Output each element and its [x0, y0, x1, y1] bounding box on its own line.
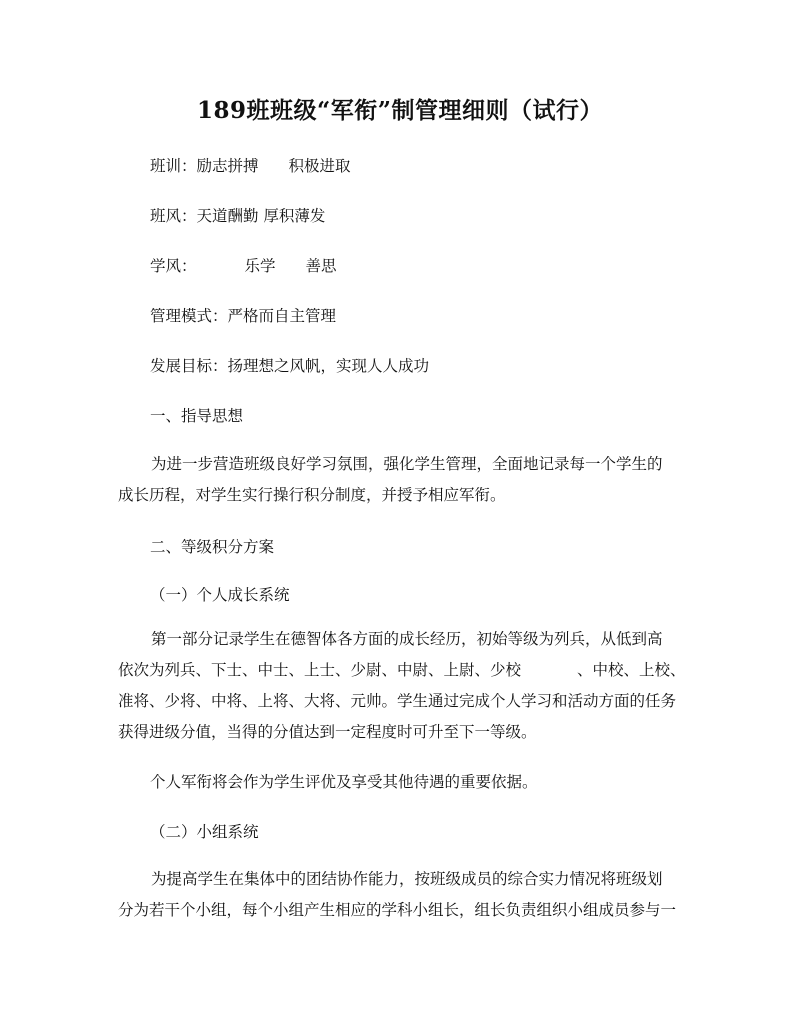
management-mode-line: 管理模式：严格而自主管理 [150, 307, 337, 325]
subsection1-paragraph [118, 624, 692, 748]
study-style-line [150, 254, 337, 276]
study-style-part1: 乐学 [244, 257, 276, 275]
section1-paragraph [118, 449, 692, 511]
subsection2-para-line1: 为提高学生在集体中的团结协作能力，按班级成员的综合实力情况将班级划 [151, 870, 663, 888]
class-style-line: 班风：天道酬勤 厚积薄发 [150, 207, 326, 225]
subsection1-heading: （一）个人成长系统 [150, 586, 290, 604]
section1-para-line1: 为进一步营造班级良好学习氛围，强化学生管理，全面地记录每一个学生的 [151, 455, 663, 473]
subsection1-para-line2a: 依次为列兵、下士、中士、上士、少尉、中尉、上尉、少校 [118, 661, 522, 679]
study-style-part2: 善思 [305, 257, 337, 275]
subsection1-note: 个人军衔将会作为学生评优及享受其他待遇的重要依据。 [150, 773, 538, 791]
subsection2-paragraph [118, 864, 692, 926]
section2-heading: 二、等级积分方案 [150, 538, 275, 556]
class-motto-label: 班训： [150, 157, 197, 175]
class-motto-line [150, 154, 351, 176]
class-motto-part1: 励志拼搏 [196, 157, 259, 175]
document-title: 189班班级“军衔”制管理细则（试行） [197, 97, 603, 124]
subsection1-para-line1: 第一部分记录学生在德智体各方面的成长经历，初始等级为列兵，从低到高 [151, 630, 663, 648]
subsection2-para-line2: 分为若干个小组，每个小组产生相应的学科小组长，组长负责组织小组成员参与一 [118, 901, 677, 919]
subsection1-para-line3: 准将、少将、中将、上将、大将、元帅。学生通过完成个人学习和活动方面的任务 [118, 692, 677, 710]
development-goal-line: 发展目标：扬理想之风帆，实现人人成功 [150, 357, 430, 375]
section1-para-line2: 成长历程，对学生实行操行积分制度，并授予相应军衔。 [118, 486, 506, 504]
section1-heading: 一、指导思想 [150, 407, 244, 425]
subsection1-para-line2 [118, 655, 692, 686]
class-motto-part2: 积极进取 [288, 157, 351, 175]
subsection1-para-line2b: 、中校、上校、 [577, 661, 686, 679]
study-style-label: 学风： [150, 257, 197, 275]
subsection2-heading: （二）小组系统 [150, 823, 259, 841]
subsection1-para-line4: 获得进级分值，当得的分值达到一定程度时可升至下一等级。 [118, 723, 537, 741]
